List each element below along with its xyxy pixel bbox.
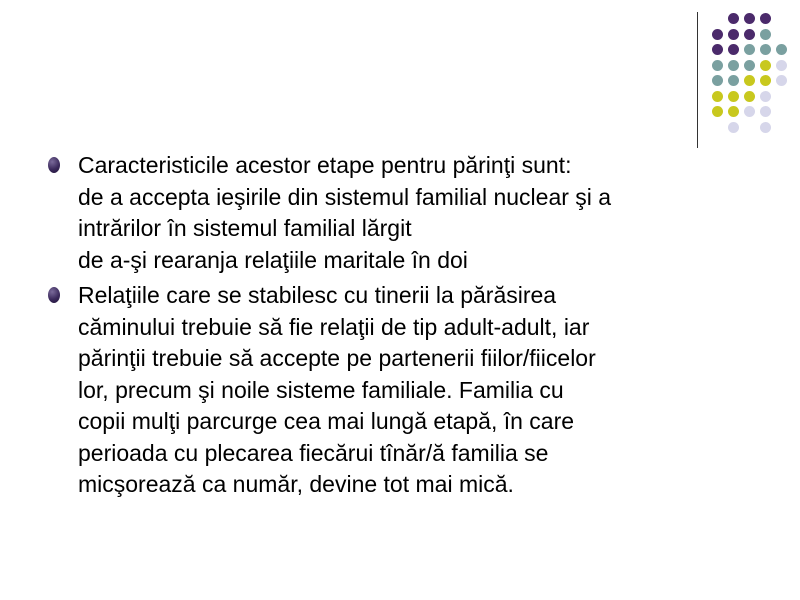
decorative-dot — [728, 44, 739, 55]
decorative-dot — [712, 106, 723, 117]
bullet-2-line-1: Relaţiile care se stabilesc cu tinerii la părăsirea — [78, 282, 557, 308]
bullet-2-line-4: lor, precum şi noile sisteme familiale. Familia cu — [78, 376, 564, 403]
decorative-dot — [776, 75, 787, 86]
vertical-divider-line — [697, 12, 698, 148]
decorative-dot — [776, 44, 787, 55]
bullet-2-line-6: perioada cu plecarea fiecărui tînăr/ă familia se — [78, 439, 549, 466]
decorative-dot — [728, 13, 739, 24]
decorative-dot — [712, 60, 723, 71]
decorative-dot — [728, 122, 739, 133]
bullet-marker-icon — [48, 157, 60, 173]
bullet-2-line-3: părinţii trebuie să accepte pe partenerii fiilor/fiicelor — [78, 345, 596, 371]
bullet-2-line-2: căminului trebuie să fie relaţii de tip adult-adult, iar — [78, 313, 590, 340]
decorative-dot — [760, 13, 771, 24]
decorative-dot — [728, 91, 739, 102]
decorative-dot — [744, 91, 755, 102]
decorative-dot — [712, 29, 723, 40]
decorative-dot — [712, 44, 723, 55]
decorative-dot — [712, 75, 723, 86]
bullet-1-line-2: de a accepta ieşirile din sistemul familial nuclear şi a — [78, 183, 612, 210]
decorative-dot — [760, 106, 771, 117]
decorative-dot — [760, 29, 771, 40]
decorative-dot — [744, 60, 755, 71]
decorative-dot — [744, 44, 755, 55]
decorative-dot — [744, 13, 755, 24]
bullet-marker-icon — [48, 287, 60, 303]
bullet-1-line-3: intrărilor în sistemul familial lărgit — [78, 215, 412, 241]
slide-body — [48, 150, 768, 505]
bullet-1-line-4: de a-şi rearanja relaţiile maritale în doi — [78, 246, 468, 273]
decorative-dot-grid — [0, 0, 800, 160]
bullet-item-1 — [48, 150, 768, 276]
decorative-dot — [760, 60, 771, 71]
decorative-dot — [760, 122, 771, 133]
decorative-dot — [760, 75, 771, 86]
decorative-dot — [776, 60, 787, 71]
bullet-item-2 — [48, 280, 768, 501]
decorative-dot — [744, 29, 755, 40]
bullet-2-line-7: micşorează ca număr, devine tot mai mică. — [78, 471, 514, 497]
decorative-dot — [728, 75, 739, 86]
decorative-dot — [712, 91, 723, 102]
decorative-dot — [760, 91, 771, 102]
bullet-list — [48, 150, 768, 501]
bullet-2-line-5: copii mulţi parcurge cea mai lungă etapă, în care — [78, 408, 575, 434]
decorative-dot — [728, 106, 739, 117]
decorative-dot — [744, 106, 755, 117]
bullet-1-line-1: Caracteristicile acestor etape pentru părinţi sunt: — [78, 152, 572, 178]
decorative-dot — [744, 75, 755, 86]
decorative-dot — [728, 29, 739, 40]
decorative-dot — [760, 44, 771, 55]
decorative-dot — [728, 60, 739, 71]
